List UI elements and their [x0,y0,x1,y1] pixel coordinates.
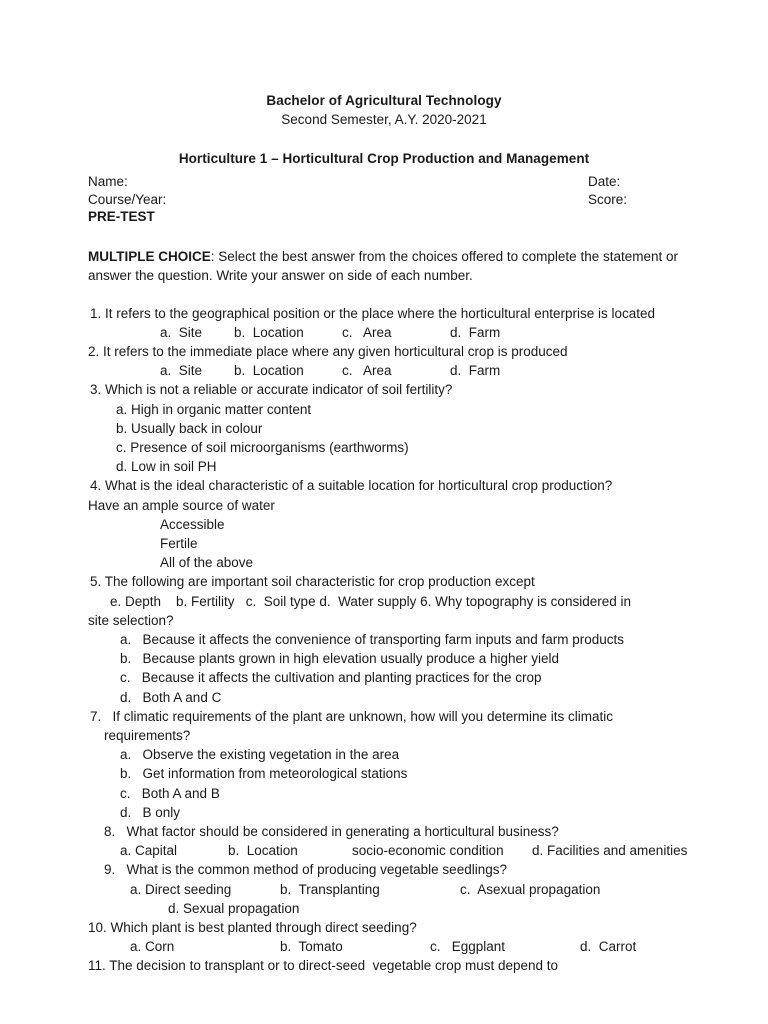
q2-option-d[interactable]: d. Farm [450,363,501,379]
q6-option-b[interactable]: b. Because plants grown in high elevation usually produce a higher yield [120,651,560,667]
q8-option-d[interactable]: d. Facilities and amenities [532,843,688,859]
question-1-options [0,323,690,342]
document-header [0,0,768,168]
instructions-body: : Select the best answer from the choices offered to complete the statement or answer the question. Write your answer on side of each number. [88,248,678,283]
q7-option-a[interactable]: a. Observe the existing vegetation in the area [120,747,400,763]
question-10-options [0,937,690,956]
q8-option-b[interactable]: b. Location [228,843,298,859]
q4-option-fertile[interactable]: Fertile [160,535,198,551]
questions-list [0,304,768,976]
q1-option-d[interactable]: d. Farm [450,324,501,340]
question-8-options [0,841,690,860]
q2-option-b[interactable]: b. Location [234,363,304,379]
q2-option-c[interactable]: c. Area [342,363,392,379]
q9-option-b[interactable]: b. Transplanting [280,881,380,897]
q10-option-b[interactable]: b. Tomato [280,939,343,955]
score-label: Score: [588,191,628,207]
semester-subtitle: Second Semester, A.Y. 2020-2021 [281,112,487,127]
question-3-text: 3. Which is not a reliable or accurate indicator of soil fertility? [90,382,453,398]
question-8-text: 8. What factor should be considered in generating a horticultural business? [104,823,559,839]
question-9-text: 9. What is the common method of producing vegetable seedlings? [104,862,507,878]
question-5-text: 5. The following are important soil characteristic for crop production except [90,574,535,590]
q3-option-a[interactable]: a. High in organic matter content [116,401,312,417]
q1-option-a[interactable]: a. Site [160,324,203,340]
instructions-paragraph [0,247,768,286]
question-6-continuation: site selection? [88,612,174,628]
question-2-text: 2. It refers to the immediate place where any given horticultural crop is produced [88,343,568,359]
q3-option-b[interactable]: b. Usually back in colour [116,420,263,436]
q6-option-a[interactable]: a. Because it affects the convenience of transporting farm inputs and farm products [120,631,625,647]
question-11-text: 11. The decision to transplant or to direct-seed vegetable crop must depend to [88,958,559,974]
q4-option-all-of-the-above[interactable]: All of the above [160,555,254,571]
course-year-label: Course/Year: [88,191,167,207]
q1-option-b[interactable]: b. Location [234,324,304,340]
q7-option-b[interactable]: b. Get information from meteorological stations [120,766,408,782]
q2-option-a[interactable]: a. Site [160,363,203,379]
question-5-options-line[interactable]: e. Depth b. Fertility c. Soil type d. Water supply 6. Why topography is considered in [110,593,631,609]
name-date-row [88,173,688,191]
program-title: Bachelor of Agricultural Technology [266,93,502,108]
question-2-options [0,361,690,380]
question-10-text: 10. Which plant is best planted through direct seeding? [88,920,417,935]
q8-option-c[interactable]: socio-economic condition [352,843,504,859]
question-9-options [0,880,690,899]
q10-option-d[interactable]: d. Carrot [580,939,637,955]
q9-option-a[interactable]: a. Direct seeding [130,881,232,897]
date-label: Date: [588,174,621,189]
q4-lead-option[interactable]: Have an ample source of water [88,497,275,513]
student-info-fields [0,173,768,208]
q7-option-c[interactable]: c. Both A and B [120,785,220,801]
name-label: Name: [88,174,128,189]
question-4-text: 4. What is the ideal characteristic of a suitable location for horticultural crop production? [90,478,613,494]
question-7-text: 7. If climatic requirements of the plant are unknown, how will you determine its climatic requirements? [90,708,617,743]
q10-option-c[interactable]: c. Eggplant [430,939,506,955]
q3-option-d[interactable]: d. Low in soil PH [116,459,217,475]
instructions-heading: MULTIPLE CHOICE [88,248,211,264]
q4-option-accessible[interactable]: Accessible [160,516,225,532]
course-title: Horticulture 1 – Horticultural Crop Production and Management [178,151,590,166]
q8-option-a[interactable]: a. Capital [120,843,178,859]
question-1-text: 1. It refers to the geographical position or the place where the horticultural enterprise is located [90,305,656,321]
q7-option-d[interactable]: d. B only [120,804,181,820]
q6-option-d[interactable]: d. Both A and C [120,689,222,705]
q3-option-c[interactable]: c. Presence of soil microorganisms (earthworms) [116,439,409,455]
q10-option-a[interactable]: a. Corn [130,939,175,955]
q9-option-c[interactable]: c. Asexual propagation [460,881,601,897]
course-score-row [88,191,688,209]
q1-option-c[interactable]: c. Area [342,324,392,340]
pretest-heading: PRE-TEST [88,209,155,224]
q6-option-c[interactable]: c. Because it affects the cultivation and planting practices for the crop [120,670,542,686]
q9-option-d[interactable]: d. Sexual propagation [168,900,300,916]
